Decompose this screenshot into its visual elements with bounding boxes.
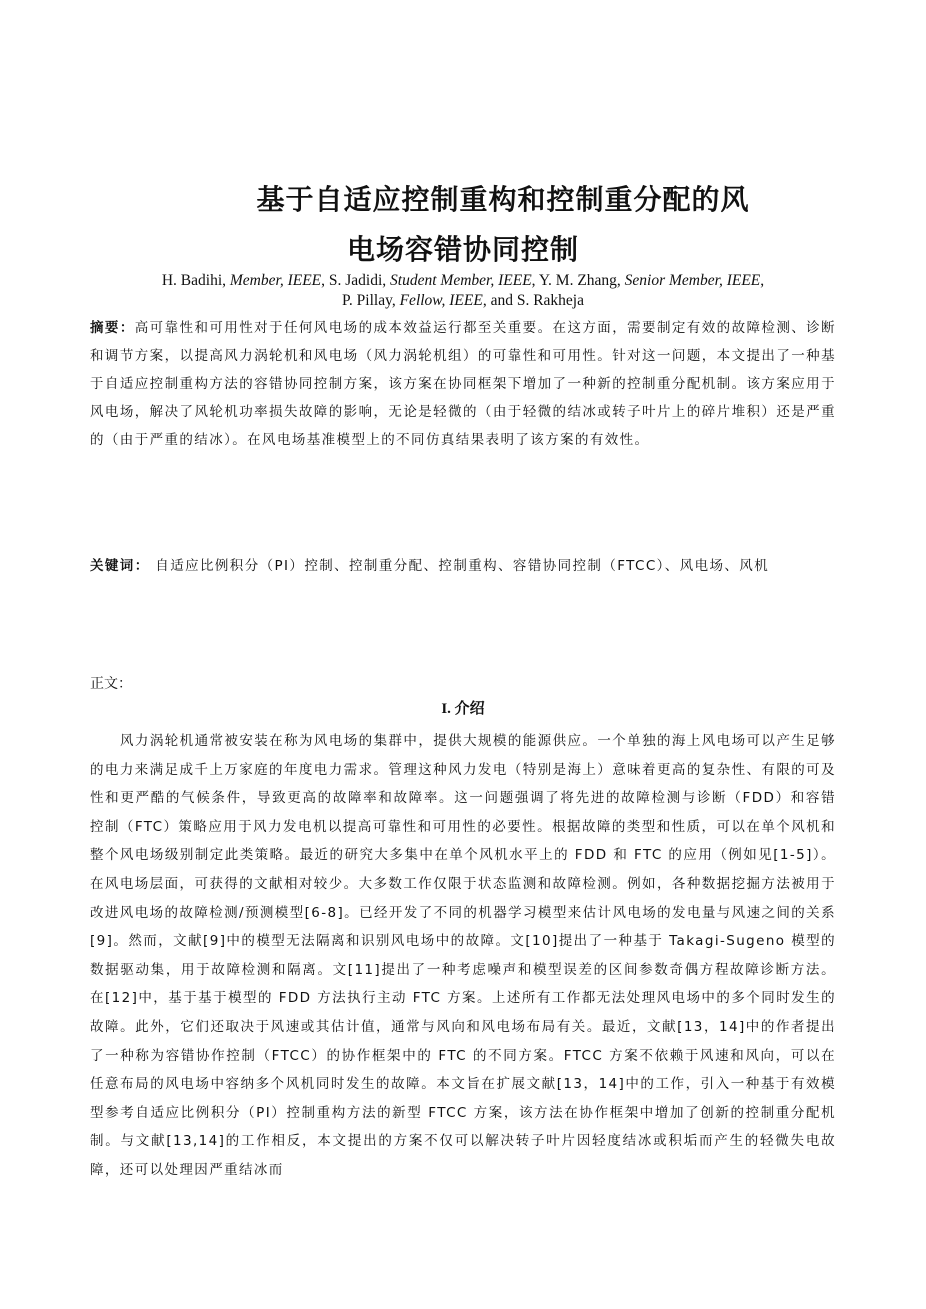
abstract-label: 摘要：	[90, 320, 135, 336]
author-role: Fellow, IEEE	[399, 292, 483, 309]
paper-title-line-2: 电场容错协同控制	[346, 233, 579, 266]
author-line-2	[0, 290, 926, 312]
author-role: Senior Member, IEEE	[624, 272, 761, 289]
author-name: H. Badihi,	[161, 272, 230, 289]
keywords-label: 关键词：	[90, 558, 150, 574]
main-paragraph: 风力涡轮机通常被安装在称为风电场的集群中，提供大规模的能源供应。一个单独的海上风电场可以产生足够的电力来满足成千上万家庭的年度电力需求。管理这种风力发电（特别是海上）意味着更高的复杂性、有限的可及性和更严酷的气候条件，导致更高的故障率和故障率。这一问题强调了将先进的故障检测与诊断（FDD）和容错控制（FTC）策略应用于风力发电机以提高可靠性和可用性的必要性。根据故障的类型和性质，可以在单个风机和整个风电场级别制定此类策略。最近的研究大多集中在单个风机水平上的 FDD 和 FTC 的应用（例如见[1-5]）。在风电场层面，可获得的文献相对较少。大多数工作仅限于状态监测和故障检测。例如，各种数据挖掘方法被用于改进风电场的故障检测/预测模型[6-8]。已经开发了不同的机器学习模型来估计风电场的发电量与风速之间的关系[9]。然而，文献[9]中的模型无法隔离和识别风电场中的故障。文[10]提出了一种基于 Takagi-Sugeno 模型的数据驱动集，用于故障检测和隔离。文[11]提出了一种考虑噪声和模型误差的区间参数奇偶方程故障诊断方法。在[12]中，基于基于模型的 FDD 方法执行主动 FTC 方案。上述所有工作都无法处理风电场中的多个同时发生的故障。此外，它们还取决于风速或其估计值，通常与风向和风电场布局有关。最近，文献[13，14]中的作者提出了一种称为容错协作控制（FTCC）的协作框架中的 FTC 的不同方案。FTCC 方案不依赖于风速和风向，可以在任意布局的风电场中容纳多个风机同时发生的故障。本文旨在扩展文献[13，14]中的工作，引入一种基于有效模型参考自适应比例积分（PI）控制重构方法的新型 FTCC 方案，该方法在协作框架中增加了创新的控制重分配机制。与文献[13,14]的工作相反，本文提出的方案不仅可以解决转子叶片因轻度结冰或积垢而产生的轻微失电故障，还可以处理因严重结冰而	[90, 733, 836, 1178]
abstract	[90, 314, 836, 454]
keywords	[90, 552, 836, 580]
abstract-text: 高可靠性和可用性对于任何风电场的成本效益运行都至关重要。在这方面，需要制定有效的故障检测、诊断和调节方案，以提高风力涡轮机和风电场（风力涡轮机组）的可靠性和可用性。针对这一问题，本文提出了一种基于自适应控制重构方法的容错协同控制方案，该方案在协同框架下增加了一种新的控制重分配机制。该方案应用于风电场，解决了风轮机功率损失故障的影响，无论是轻微的（由于轻微的结冰或转子叶片上的碎片堆积）还是严重的（由于严重的结冰）。在风电场基准模型上的不同仿真结果表明了该方案的有效性。	[90, 320, 836, 448]
paper-title-line-1: 基于自适应控制重构和控制重分配的风	[256, 183, 750, 216]
author-name: , S. Jadidi,	[321, 272, 391, 289]
author-line-1	[0, 270, 926, 292]
body-label: 正文：	[90, 676, 132, 692]
author-role: Student Member, IEEE	[390, 272, 532, 289]
author-role: Member, IEEE	[229, 272, 322, 289]
author-name: P. Pillay,	[342, 292, 400, 309]
author-name: , Y. M. Zhang,	[531, 272, 625, 289]
main-text	[90, 727, 836, 1185]
keywords-text: 自适应比例积分（PI）控制、控制重分配、控制重构、容错协同控制（FTCC）、风电场、风机	[149, 558, 770, 574]
author-name: , and S. Rakheja	[482, 292, 584, 309]
section-heading: I. 介绍	[441, 701, 485, 717]
author-separator: ,	[760, 272, 765, 289]
